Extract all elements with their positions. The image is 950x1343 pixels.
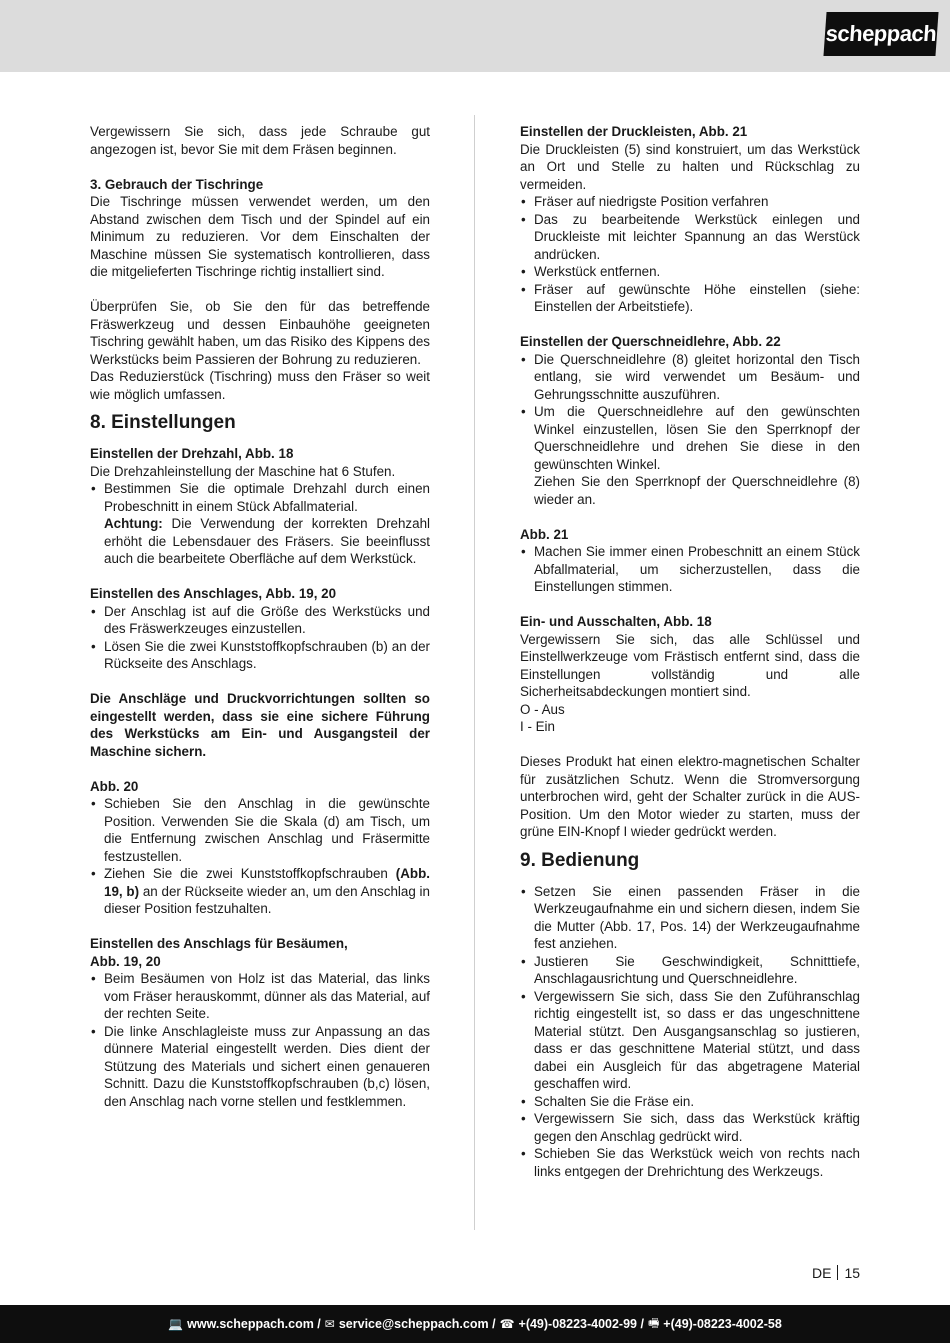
abb21-heading: Abb. 21 [520, 526, 569, 542]
drehzahl-heading: Einstellen der Drehzahl, Abb. 18 [90, 446, 294, 461]
warning-bold-paragraph: Die Anschläge und Druckvorrichtungen sollten so eingestellt werden, dass sie eine sichere Führung des Werkstücks am Ein- und Ausgangsteil der Maschine sichern. [90, 691, 430, 759]
list-item: • Fräser auf niedrigste Position verfahren [520, 193, 860, 211]
besaeumen-heading-line1: Einstellen des Anschlags für Besäumen, [90, 936, 348, 951]
phone-icon: ☎ [499, 1317, 515, 1331]
bedienung-list [520, 883, 860, 1181]
abb21-list [520, 543, 860, 596]
list-item: • Werkstück entfernen. [520, 263, 860, 281]
abb20-bullet2-bold: (Abb. 19, b) [104, 866, 430, 899]
querschneid-heading: Einstellen der Querschneidlehre, Abb. 22 [520, 334, 781, 349]
page-number-separator [837, 1265, 838, 1280]
scheppach-logo: scheppach [823, 12, 938, 56]
tischringe-paragraph-2: Überprüfen Sie, ob Sie den für das betreffende Fräswerkzeug und dessen Einbauhöhe geeigneten Tischring gewählt haben, um das Risiko des Kippens des Werkstücks beim Passieren der Bohrung zu reduzieren. [90, 299, 430, 367]
computer-icon: 💻 [168, 1317, 184, 1331]
list-item: • Setzen Sie einen passenden Fräser in die Werkzeugaufnahme ein und sichern diesen, indem Sie die Mutter (Abb. 17, Pos. 14) der Werkzeugaufnahme fest anziehen. [520, 883, 860, 953]
tischringe-heading: 3. Gebrauch der Tischringe [90, 176, 264, 192]
page-lang: DE [812, 1265, 832, 1281]
abb20-bullet2-post: an der Rückseite wieder an, um den Anschlag in dieser Position festzuhalten. [104, 883, 430, 916]
abb20-heading: Abb. 20 [90, 778, 139, 794]
list-item [90, 865, 430, 918]
right-column [520, 123, 860, 1180]
list-item: • Schieben Sie das Werkstück weich von rechts nach links entgegen der Drehrichtung des Werkzeugs. [520, 1145, 860, 1180]
footer-fax: +(49)-08223-4002-58 [663, 1317, 782, 1331]
list-item: • Vergewissern Sie sich, dass Sie den Zuführanschlag richtig eingestellt ist, so dass er das ungeschnittene Material stützt. Den Ausgangsanschlag so justieren, dass er das geschnittene Material stützt, und dass dabei ein Ausgleich für das abgetragene Material geschaffen wird. [520, 988, 860, 1093]
list-item: • Beim Besäumen von Holz ist das Material, das links vom Fräser herauskommt, dünner als das Material, auf der rechten Seite. [90, 970, 430, 1023]
drehzahl-list [90, 480, 430, 568]
einaus-paragraph-2: Dieses Produkt hat einen elektro-magnetischen Schalter für zusätzlichen Schutz. Wenn die Stromversorgung unterbrochen wird, geht der Schalter zurück in die AUS-Position. Um den Motor wieder zu starten, muss der grüne EIN-Knopf I wieder gedrückt werden. [520, 754, 860, 839]
list-item [520, 403, 860, 508]
intro-paragraph: Vergewissern Sie sich, dass jede Schraube gut angezogen ist, bevor Sie mit dem Fräsen beginnen. [90, 124, 430, 157]
footer-website[interactable]: www.scheppach.com / [187, 1317, 321, 1331]
column-divider [474, 115, 475, 1230]
list-item: • Vergewissern Sie sich, dass das Werkstück kräftig gegen den Anschlag gedrückt wird. [520, 1110, 860, 1145]
anschlag-heading: Einstellen des Anschlages, Abb. 19, 20 [90, 586, 337, 601]
abb20-bullet2-pre: Ziehen Sie die zwei Kunststoffkopfschrauben [104, 866, 396, 881]
mail-icon: ✉ [324, 1317, 335, 1331]
list-item [90, 480, 430, 568]
achtung-text: Die Verwendung der korrekten Drehzahl erhöht die Lebensdauer des Fräsers. Sie beeinflusst auch die bearbeitete Oberfläche auf dem Werkstück. [104, 516, 430, 566]
list-item: • Schieben Sie den Anschlag in die gewünschte Position. Verwenden Sie die Skala (d) am Tisch, um die Entfernung zwischen Anschlag und Fräsermitte festzustellen. [90, 795, 430, 865]
list-item: • Schalten Sie die Fräse ein. [520, 1093, 860, 1111]
footer-phone: +(49)-08223-4002-99 / [518, 1317, 644, 1331]
list-item: • Lösen Sie die zwei Kunststoffkopfschrauben (b) an der Rückseite des Anschlags. [90, 638, 430, 673]
list-item: • Das zu bearbeitende Werkstück einlegen und Druckleiste mit leichter Spannung an das Werstück andrücken. [520, 211, 860, 264]
tischringe-paragraph-3: Das Reduzierstück (Tischring) muss den Fräser so weit wie möglich umfassen. [90, 369, 430, 402]
footer-email[interactable]: service@scheppach.com / [338, 1317, 496, 1331]
list-item: • Justieren Sie Geschwindigkeit, Schnitttiefe, Anschlagausrichtung und Querschneidlehre. [520, 953, 860, 988]
einaus-on-line: I - Ein [520, 719, 555, 734]
left-column [90, 123, 430, 1110]
querschneid-bullet2-text: Um die Querschneidlehre auf den gewünschten Winkel einzustellen, lösen Sie den Sperrknopf der Querschneidlehre und drehen Sie diese in den gewünschten Winkel. [534, 404, 860, 472]
list-item: • Fräser auf gewünschte Höhe einstellen (siehe: Einstellen der Arbeitstiefe). [520, 281, 860, 316]
einaus-off-line: O - Aus [520, 701, 565, 717]
section-8-title: 8. Einstellungen [90, 412, 236, 433]
anschlag-list [90, 603, 430, 673]
list-item: • Machen Sie immer einen Probeschnitt an einem Stück Abfallmaterial, um sicherzustellen, dass die Einstellungen stimmen. [520, 543, 860, 596]
querschneid-bullet2b-text: Ziehen Sie den Sperrknopf der Querschneidlehre (8) wieder an. [534, 474, 860, 507]
drehzahl-paragraph: Die Drehzahleinstellung der Maschine hat 6 Stufen. [90, 463, 396, 479]
fax-icon: 🖷 [647, 1315, 660, 1330]
page-number [812, 1265, 860, 1281]
druckleisten-paragraph: Die Druckleisten (5) sind konstruiert, um das Werkstück an Ort und Stelle zu halten und Rückschlag zu vermeiden. [520, 141, 860, 192]
page-number-value: 15 [844, 1265, 861, 1281]
footer-bar [0, 1305, 950, 1343]
list-item: • Die linke Anschlagleiste muss zur Anpassung an das dünnere Material eingestellt werden. Dies dient der Stützung des Materials und sichert einen genaueren Schnitt. Dazu die Kunststoffkopfschrauben (b,c) lösen, den Anschlag nach vorne stellen und festklemmen. [90, 1023, 430, 1111]
header-band [0, 0, 950, 72]
querschneid-list [520, 351, 860, 509]
druckleisten-list [520, 193, 860, 316]
drehzahl-bullet-text: Bestimmen Sie die optimale Drehzahl durch einen Probeschnitt in einem Stück Abfallmaterial. [104, 481, 430, 514]
list-item: • Der Anschlag ist auf die Größe des Werkstücks und des Fräswerkzeuges einzustellen. [90, 603, 430, 638]
einaus-heading: Ein- und Ausschalten, Abb. 18 [520, 614, 712, 629]
besaeumen-list [90, 970, 430, 1110]
besaeumen-heading-line2: Abb. 19, 20 [90, 953, 161, 969]
list-item: • Die Querschneidlehre (8) gleitet horizontal den Tisch entlang, sie wird verwendet um Besäum- und Gehrungsschnitte auszuführen. [520, 351, 860, 404]
abb20-list [90, 795, 430, 918]
achtung-label: Achtung: [104, 516, 163, 531]
druckleisten-heading: Einstellen der Druckleisten, Abb. 21 [520, 124, 748, 139]
section-9-title: 9. Bedienung [520, 849, 640, 871]
tischringe-paragraph-1: Die Tischringe müssen verwendet werden, um den Abstand zwischen dem Tisch und der Spindel auf ein Minimum zu reduzieren. Vor dem Einschalten der Maschine müssen Sie systematisch kontrollieren, dass die mitgelieferten Tischringe richtig installiert sind. [90, 194, 430, 279]
einaus-paragraph: Vergewissern Sie sich, das alle Schlüssel und Einstellwerkzeuge vom Frästisch entfernt sind, dass die Einstellungen vollständig und alle Sicherheitsabdeckungen montiert sind. [520, 631, 860, 699]
